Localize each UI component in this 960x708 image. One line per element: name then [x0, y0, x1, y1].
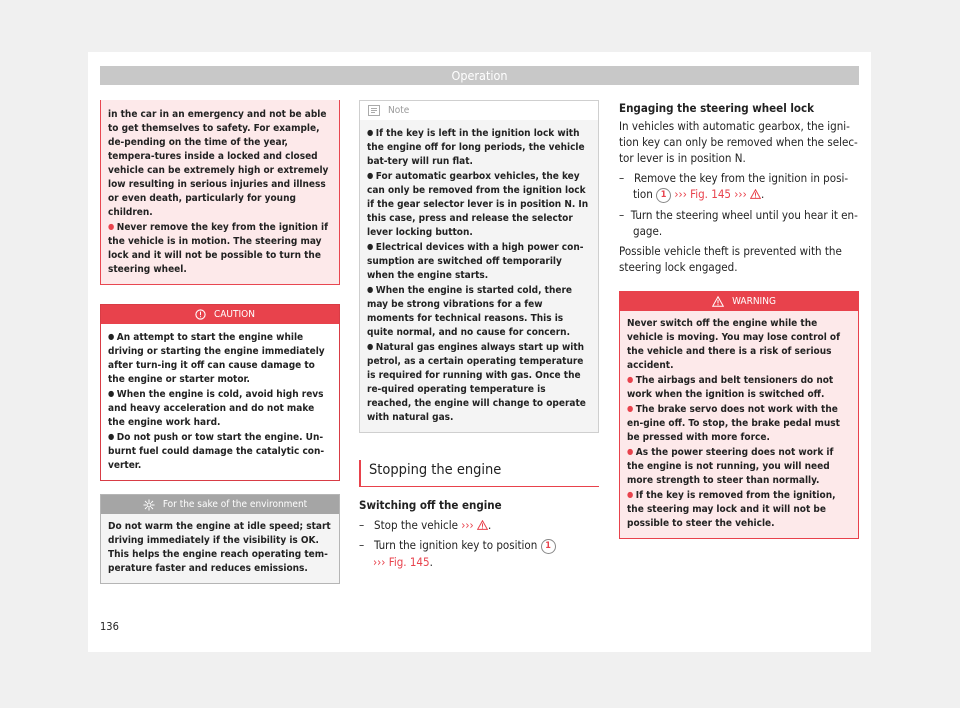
warning-continued-text: in the car in an emergency and not be able to get themselves to safety. For example, de-pending on the time of the year, tempera-tures inside a locked and closed vehicle can be extremely high or extremely low resulting in serious injuries and illness or even death, particularly for young children.: [108, 109, 329, 218]
warning-bullet: ● If the key is removed from the ignition, the steering may lock and it will not be possible to steer the vehicle.: [627, 488, 851, 531]
column-right: [619, 100, 859, 539]
position-number: 1: [541, 539, 556, 554]
caution-bullet: ● An attempt to start the engine while driving or starting the engine immediately after turn-ing it off can cause damage to the engine or starter motor.: [108, 330, 332, 387]
note-bullet: ● Natural gas engines always start up with petrol, as a certain operating temperature is required for running with gas. Once the re-quired operating temperature is reached, the engine will change to operate with natural gas.: [367, 340, 591, 425]
subheading: Switching off the engine: [359, 498, 502, 512]
warning-title: WARNING: [732, 296, 776, 307]
step-item: – Stop the vehicle ››› .: [359, 517, 599, 533]
note-icon: [368, 105, 380, 116]
outro-text: Possible vehicle theft is prevented with the steering lock engaged.: [619, 244, 842, 274]
column-middle: [359, 100, 599, 570]
note-bullet: ● If the key is left in the ignition lock with the engine off for long periods, the vehicle bat-tery will run flat.: [367, 126, 591, 169]
step-item: – Turn the ignition key to position 1 ››› Fig. 145.: [359, 537, 599, 570]
section-title: Stopping the engine: [359, 460, 599, 487]
leaf-icon: [143, 499, 155, 511]
warning-bullet: ● The airbags and belt tensioners do not work when the ignition is switched off.: [627, 373, 851, 402]
position-number: 1: [656, 188, 671, 203]
warning-triangle-icon: [712, 296, 724, 307]
figure-link[interactable]: ››› Fig. 145: [674, 187, 731, 201]
environment-box: [100, 494, 340, 584]
warning-bullet: ● Never remove the key from the ignition if the vehicle is in motion. The steering may lock and it will not be possible to turn the steering wheel.: [108, 220, 332, 277]
environment-text: Do not warm the engine at idle speed; start driving immediately if the visibility is OK. This helps the engine reach operating tem-perature faster and reduces emissions.: [108, 521, 331, 574]
warning-bullet: ● The brake servo does not work with the en-gine off. To stop, the brake pedal must be pressed with more force.: [627, 402, 851, 445]
caution-box: [100, 304, 340, 481]
environment-title: For the sake of the environment: [162, 499, 308, 510]
note-bullet: ● Electrical devices with a high power con-sumption are switched off temporarily when the engine starts.: [367, 240, 591, 283]
heading: Engaging the steering wheel lock: [619, 101, 815, 115]
caution-title: CAUTION: [214, 309, 255, 320]
warning-text: Never switch off the engine while the vehicle is moving. You may lose control of the vehicle and there is a risk of serious accident.: [627, 318, 841, 371]
caution-icon: [195, 309, 206, 320]
note-title: Note: [388, 105, 410, 116]
warning-triangle-icon: [750, 189, 761, 199]
step-item: – Turn the steering wheel until you hear it en-gage.: [619, 207, 859, 239]
column-left: [100, 100, 340, 584]
caution-bullet: ● When the engine is cold, avoid high revs and heavy acceleration and do not make the engine work hard.: [108, 387, 332, 430]
cross-ref-link[interactable]: ›››: [734, 187, 747, 201]
intro-text: In vehicles with automatic gearbox, the igni-tion key can only be removed when the selec-tor lever is in position N.: [619, 119, 858, 165]
cross-ref-link[interactable]: ›››: [461, 518, 474, 532]
caution-bullet: ● Do not push or tow start the engine. Un-burnt fuel could damage the catalytic con-verter.: [108, 430, 332, 473]
note-bullet: ● When the engine is started cold, there may be strong vibrations for a few moments for technical reasons. This is quite normal, and no cause for concern.: [367, 283, 591, 340]
step-item: – Remove the key from the ignition in posi-tion 1 ››› Fig. 145 ››› .: [619, 170, 859, 203]
page-number: 136: [100, 620, 119, 633]
warning-box-continued: [100, 100, 340, 285]
figure-link[interactable]: ››› Fig. 145: [373, 555, 430, 569]
warning-bullet: ● As the power steering does not work if the engine is not running, you will need more strength to steer than normally.: [627, 445, 851, 488]
warning-box: [619, 291, 859, 539]
note-bullet: ● For automatic gearbox vehicles, the key can only be removed from the ignition lock if the gear selector lever is in position N. In this case, press and release the selector lever locking button.: [367, 169, 591, 240]
stopping-engine-text: [359, 497, 599, 570]
page-header: Operation: [100, 66, 859, 85]
note-box: [359, 100, 599, 433]
warning-triangle-icon: [477, 520, 488, 530]
